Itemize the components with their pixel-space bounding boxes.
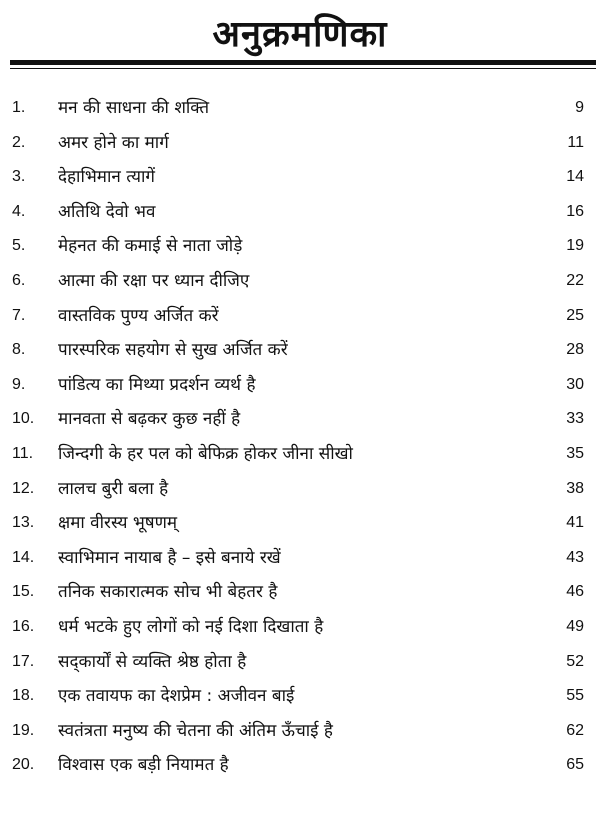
- entry-title: स्वाभिमान नायाब है – इसे बनाये रखें: [58, 547, 281, 568]
- entry-page: 62: [566, 721, 584, 739]
- toc-entry: [0, 333, 600, 368]
- toc-entry: [0, 91, 600, 126]
- entry-title: विश्वास एक बड़ी नियामत है: [58, 755, 229, 776]
- entry-number: 9.: [12, 375, 26, 393]
- entry-number: 4.: [12, 202, 26, 220]
- entry-page: 14: [566, 168, 584, 186]
- toc-entry: [0, 679, 600, 714]
- toc-entry: [0, 541, 600, 576]
- entry-page: 11: [567, 133, 584, 151]
- entry-number: 14.: [12, 548, 35, 566]
- title-divider-thin: [10, 68, 596, 69]
- entry-number: 20.: [12, 756, 35, 774]
- entry-page: 49: [566, 617, 584, 635]
- entry-page: 43: [566, 548, 584, 566]
- toc-entry: [0, 645, 600, 680]
- entry-page: 41: [566, 514, 584, 532]
- entry-page: 38: [566, 479, 584, 497]
- entry-number: 3.: [12, 168, 26, 186]
- entry-page: 33: [566, 410, 584, 428]
- entry-title: तनिक सकारात्मक सोच भी बेहतर है: [58, 582, 278, 603]
- entry-title: एक तवायफ का देशप्रेम : अजीवन बाई: [58, 686, 295, 707]
- toc-entry: [0, 126, 600, 161]
- entry-page: 30: [566, 375, 584, 393]
- entry-number: 16.: [12, 617, 35, 635]
- entry-page: 22: [566, 271, 584, 289]
- entry-number: 6.: [12, 271, 26, 289]
- entry-number: 13.: [12, 514, 35, 532]
- toc-entry: [0, 402, 600, 437]
- entry-title: सद्कार्यों से व्यक्ति श्रेष्ठ होता है: [58, 651, 247, 672]
- entry-title: अतिथि देवो भव: [58, 201, 156, 222]
- entry-number: 19.: [12, 721, 35, 739]
- entry-title: धर्म भटके हुए लोगों को नई दिशा दिखाता है: [58, 616, 324, 637]
- entry-title: पांडित्य का मिथ्या प्रदर्शन व्यर्थ है: [58, 374, 256, 395]
- toc-entry: [0, 714, 600, 749]
- entry-title: मेहनत की कमाई से नाता जोड़े: [58, 236, 243, 257]
- table-of-contents: [0, 91, 600, 783]
- toc-entry: [0, 195, 600, 230]
- entry-title: देहाभिमान त्यागें: [58, 167, 155, 188]
- entry-number: 17.: [12, 652, 35, 670]
- entry-page: 25: [566, 306, 584, 324]
- toc-entry: [0, 506, 600, 541]
- entry-number: 10.: [12, 410, 35, 428]
- entry-number: 18.: [12, 687, 35, 705]
- toc-entry: [0, 610, 600, 645]
- entry-number: 2.: [12, 133, 26, 151]
- entry-title: क्षमा वीरस्य भूषणम्: [58, 513, 178, 534]
- entry-number: 12.: [12, 479, 35, 497]
- toc-entry: [0, 437, 600, 472]
- entry-number: 1.: [12, 99, 26, 116]
- entry-title: लालच बुरी बला है: [58, 478, 169, 499]
- entry-title: वास्तविक पुण्य अर्जित करें: [58, 305, 219, 326]
- entry-number: 11.: [12, 444, 34, 462]
- entry-page: 16: [566, 202, 584, 220]
- entry-title: जिन्दगी के हर पल को बेफिक्र होकर जीना सीखो: [58, 443, 353, 464]
- entry-number: 7.: [12, 306, 26, 324]
- entry-page: 19: [566, 237, 584, 255]
- entry-page: 55: [566, 687, 584, 705]
- entry-title: स्वतंत्रता मनुष्य की चेतना की अंतिम ऊँचाई है: [58, 720, 333, 741]
- entry-title: मानवता से बढ़कर कुछ नहीं है: [58, 409, 241, 430]
- entry-number: 5.: [12, 237, 26, 255]
- entry-number: 8.: [12, 341, 26, 359]
- entry-page: 65: [566, 756, 584, 774]
- entry-number: 15.: [12, 583, 35, 601]
- toc-entry: [0, 264, 600, 299]
- entry-title: अमर होने का मार्ग: [58, 132, 169, 153]
- entry-title: आत्मा की रक्षा पर ध्यान दीजिए: [58, 270, 250, 291]
- page-title: अनुक्रमणिका: [212, 14, 388, 55]
- toc-entry: [0, 299, 600, 334]
- toc-entry: [0, 575, 600, 610]
- title-divider-thick: [10, 60, 596, 65]
- entry-page: 52: [566, 652, 584, 670]
- entry-title: मन की साधना की शक्ति: [58, 98, 210, 118]
- entry-page: 28: [566, 341, 584, 359]
- toc-entry: [0, 472, 600, 507]
- toc-entry: [0, 748, 600, 783]
- entry-page: 35: [566, 444, 584, 462]
- entry-page: 46: [566, 583, 584, 601]
- toc-entry: [0, 368, 600, 403]
- toc-entry: [0, 160, 600, 195]
- entry-page: 9: [575, 99, 584, 116]
- entry-title: पारस्परिक सहयोग से सुख अर्जित करें: [58, 340, 288, 361]
- toc-entry: [0, 229, 600, 264]
